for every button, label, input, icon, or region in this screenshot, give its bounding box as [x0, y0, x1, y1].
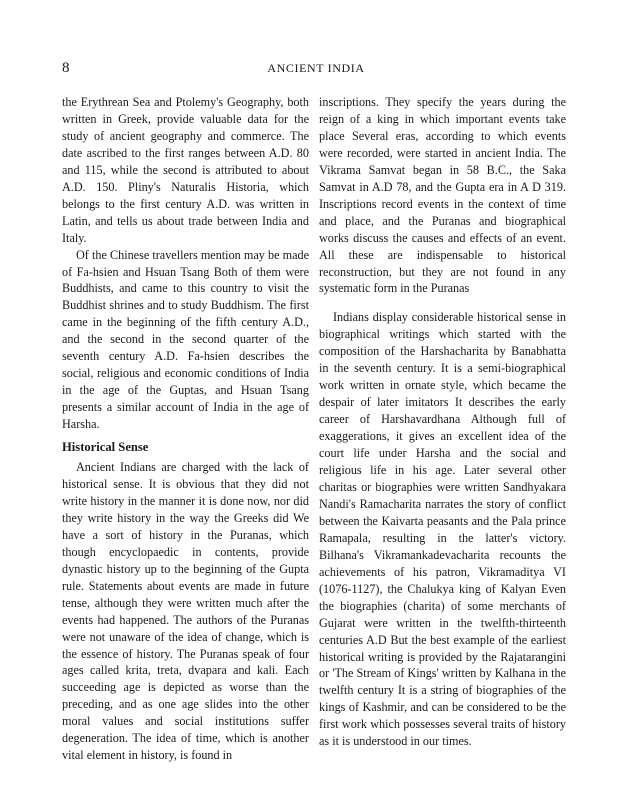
page-number: 8: [62, 60, 70, 76]
left-paragraph-1: the Erythrean Sea and Ptolemy's Geography, both written in Greek, provide valuable data for the study of ancient geography and commerce. The date ascribed to the first ranges between A.D. 80 and 115, while the second is attributed to about A.D. 150. Pliny's Naturalis Historia, which belongs to the first century A.D. was written in Latin, and tells us about trade between India and Italy.: [62, 95, 309, 245]
right-paragraph-1: inscriptions. They specify the years during the reign of a king in which important events take place Several eras, according to which events were recorded, were started in ancient India. The Vikrama Samvat began in 58 B.C., the Saka Samvat in A.D 78, and the Gupta era in A D 319. Inscriptions record events in the context of time and place, and the Puranas and biographical works discuss the causes and effects of an event. All these are indispensable to historical reconstruction, but they are not found in any systematic form in the Puranas: [319, 95, 566, 296]
left-paragraph-3: Ancient Indians are charged with the lack of historical sense. It is obvious that they did not write history in the manner it is done now, nor did they write history in the way the Greeks did We have a sort of history in the Puranas, which though encyclopaedic in contents, provide dynastic history up to the beginning of the Gupta rule. Statements about events are made in future tense, although they were written much after the events had happened. The authors of the Puranas were not unaware of the idea of change, which is the essence of history. The Puranas speak of four ages called krita, treta, dvapara and kali. Each succeeding age is depicted as worse than the preceding, and as one age slides into the other moral values and social institutions suffer degeneration. The idea of time, which is another vital element in history, is found in: [62, 460, 309, 763]
running-head: ANCIENT INDIA: [267, 61, 365, 75]
left-column: [62, 94, 309, 764]
section-heading: Historical Sense: [62, 440, 149, 455]
page-header: [62, 60, 570, 80]
right-column: [319, 94, 566, 750]
left-paragraph-2: Of the Chinese travellers mention may be made of Fa-hsien and Hsuan Tsang Both of them were Buddhists, and came to this country to visit the Buddhist shrines and to study Buddhism. The first came in the beginning of the fifth century A.D., and the second in the second quarter of the seventh century A.D. Fa-hsien describes the social, religious and economic conditions of India in the age of the Guptas, and Hsuan Tsang presents a similar account of India in the age of Harsha.: [62, 247, 309, 432]
right-paragraph-2: Indians display considerable historical sense in biographical writings which started with the composition of the Harshacharita by Banabhatta in the seventh century. It is a semi-biographical work written in ornate style, which became the despair of later imitators It describes the early career of Harshavardhana Although full of exaggerations, it gives an excellent idea of the court life under Harsha and the social and religious life in his age. Later several other charitas or biographies were written Sandhyakara Nandi's Ramacharita narrates the story of conflict between the Kaivarta peasants and the Pala prince Ramapala, resulting in the latter's victory. Bilhana's Vikramankadevacharita recounts the achievements of his patron, Vikramaditya VI (1076-1127), the Chalukya king of Kalyan Even the biographies (charita) of some merchants of Gujarat were written in the twelfth-thirteenth centuries A.D But the best example of the earliest historical writing is provided by the Rajatarangini or 'The Stream of Kings' written by Kalhana in the twelfth century It is a string of biographies of the kings of Kashmir, and can be considered to be the first work which possesses several traits of history as it is understood in our times.: [319, 310, 566, 749]
